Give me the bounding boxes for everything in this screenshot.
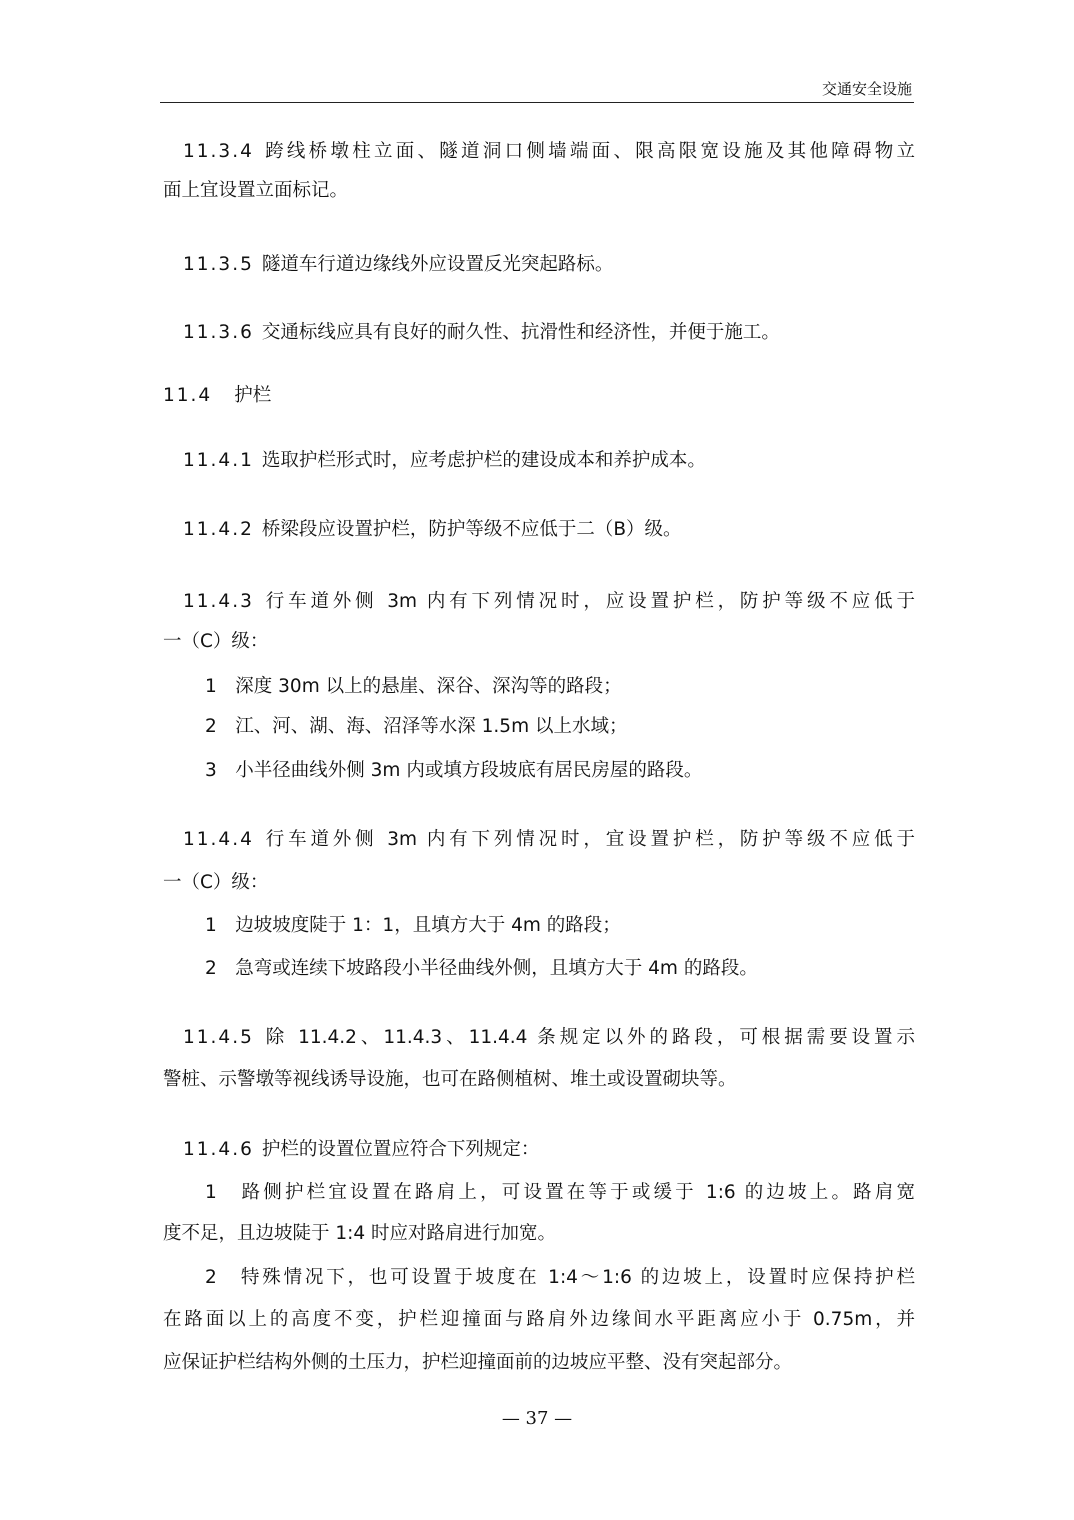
clause-text: 选取护栏形式时，应考虑护栏的建设成本和养护成本。	[261, 450, 706, 471]
clause-11-4-5-line1	[163, 1029, 915, 1048]
rule-paragraph-2-line2: 在路面以上的高度不变，护栏迎撞面与路肩外边缘间水平距离应小于 0.75m，并	[163, 1309, 915, 1330]
header-title: 交通安全设施	[821, 80, 912, 98]
clause-text: 跨线桥墩柱立面、隧道洞口侧墙端面、限高限宽设施及其他障碍物立	[261, 141, 915, 162]
rule-paragraph-2-line3: 应保证护栏结构外侧的土压力，护栏迎撞面前的边坡应平整、没有突起部分。	[163, 1352, 793, 1373]
clause-11-4-3-line2: 一（C）级：	[163, 631, 269, 652]
clause-11-4-3-line1	[163, 593, 915, 612]
list-item: 3 小半径曲线外侧 3m 内或填方段坡底有居民房屋的路段。	[205, 760, 703, 781]
clause-11-3-4-line2: 面上宜设置立面标记。	[163, 180, 349, 201]
clause-11-3-5	[163, 256, 935, 275]
clause-text: 交通标线应具有良好的耐久性、抗滑性和经济性，并便于施工。	[261, 322, 780, 343]
list-item: 1 边坡坡度陡于 1：1，且填方大于 4m 的路段；	[205, 915, 621, 936]
clause-text: 隧道车行道边缘线外应设置反光突起路标。	[261, 254, 614, 275]
rule-paragraph-1-line2: 度不足，且边坡陡于 1:4 时应对路肩进行加宽。	[163, 1223, 557, 1244]
clause-text: 桥梁段应设置护栏，防护等级不应低于二（B）级。	[261, 519, 682, 540]
list-item: 2 江、河、湖、海、沼泽等水深 1.5m 以上水域；	[205, 716, 628, 737]
clause-11-4-4-line2: 一（C）级：	[163, 872, 269, 893]
clause-text: 除 11.4.2、11.4.3、11.4.4 条规定以外的路段，可根据需要设置示	[261, 1027, 915, 1048]
clause-number: 11.3.4	[183, 141, 254, 162]
clause-text: 护栏的设置位置应符合下列规定：	[261, 1139, 540, 1160]
clause-number: 11.3.6	[183, 322, 254, 343]
clause-number: 11.4.6	[183, 1139, 254, 1160]
clause-number: 11.4.4	[183, 829, 254, 850]
rule-paragraph-1-line1: 1 路侧护栏宜设置在路肩上，可设置在等于或缓于 1:6 的边坡上。路肩宽	[205, 1182, 915, 1203]
list-item: 1 深度 30m 以上的悬崖、深谷、深沟等的路段；	[205, 676, 622, 697]
page-header	[160, 76, 914, 103]
rule-paragraph-2-line1: 2 特殊情况下，也可设置于坡度在 1:4～1:6 的边坡上，设置时应保持护栏	[205, 1267, 915, 1288]
clause-number: 11.4.1	[183, 450, 254, 471]
clause-11-4-2	[163, 521, 935, 540]
clause-text: 行车道外侧 3m 内有下列情况时，应设置护栏，防护等级不应低于	[261, 591, 915, 612]
clause-number: 11.3.5	[183, 254, 254, 275]
clause-number: 11.4.3	[183, 591, 254, 612]
clause-11-4-1	[163, 452, 935, 471]
section-title: 护栏	[234, 385, 272, 406]
clause-number: 11.4.2	[183, 519, 254, 540]
section-heading-11-4	[163, 387, 915, 406]
list-item: 2 急弯或连续下坡路段小半径曲线外侧，且填方大于 4m 的路段。	[205, 958, 758, 979]
clause-11-4-4-line1	[163, 831, 915, 850]
page-number: — 37 —	[501, 1408, 573, 1429]
clause-11-4-6	[163, 1141, 935, 1160]
clause-number: 11.4.5	[183, 1027, 254, 1048]
clause-11-3-6	[163, 324, 935, 343]
clause-11-3-4-line1	[163, 143, 915, 162]
section-number: 11.4	[163, 385, 213, 406]
clause-11-4-5-line2: 警桩、示警墩等视线诱导设施，也可在路侧植树、堆土或设置砌块等。	[163, 1069, 737, 1090]
clause-text: 行车道外侧 3m 内有下列情况时，宜设置护栏，防护等级不应低于	[261, 829, 915, 850]
